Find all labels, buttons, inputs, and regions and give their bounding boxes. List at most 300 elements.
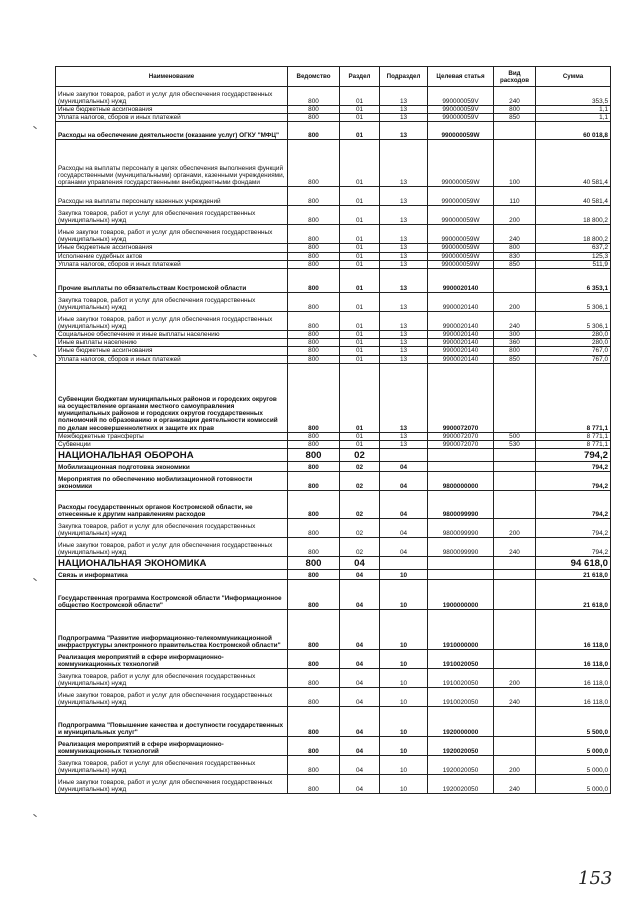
row-target-article: 990000059W [428,122,494,140]
row-department: 800 [288,225,340,244]
row-subsection: 13 [380,225,428,244]
row-subsection: 13 [380,432,428,440]
row-target-article: 1910000000 [428,610,494,650]
row-subsection [380,557,428,570]
column-header-subsection: Подраздел [380,67,428,87]
row-expense-type: 360 [494,339,536,347]
table-row [56,570,611,580]
row-target-article: 990000059W [428,244,494,252]
row-name: Расходы на выплаты персоналу казенных учреждений [56,187,288,206]
table-row [56,462,611,472]
row-target-article: 9900020140 [428,355,494,363]
table-row [56,472,611,491]
row-amount: 5 500,0 [536,707,611,737]
row-name: Закупка товаров, работ и услуг для обеспечения государственных (муниципальных) нужд [56,669,288,688]
row-name: Иные закупки товаров, работ и услуг для обеспечения государственных (муниципальных) нужд [56,312,288,331]
row-section: 02 [340,462,380,472]
row-subsection: 13 [380,347,428,355]
row-expense-type: 200 [494,519,536,538]
row-department: 800 [288,462,340,472]
row-expense-type [494,122,536,140]
row-expense-type: 200 [494,669,536,688]
row-department: 800 [288,472,340,491]
row-subsection: 13 [380,87,428,106]
row-target-article [428,557,494,570]
table-row [56,737,611,756]
row-target-article: 990000059V [428,87,494,106]
row-subsection: 13 [380,114,428,122]
row-section: 01 [340,106,380,114]
row-amount: 16 118,0 [536,669,611,688]
row-subsection: 13 [380,331,428,339]
table-row [56,293,611,312]
page-number: 153 [578,868,613,889]
column-header-expense-type: Вид расходов [494,67,536,87]
row-amount: 280,0 [536,331,611,339]
table-row [56,114,611,122]
row-name: Уплата налогов, сборов и иных платежей [56,114,288,122]
row-section: 04 [340,737,380,756]
row-expense-type: 240 [494,312,536,331]
row-amount: 353,5 [536,87,611,106]
row-target-article: 990000059V [428,106,494,114]
row-section: 04 [340,570,380,580]
row-section: 01 [340,244,380,252]
row-name: Закупка товаров, работ и услуг для обеспечения государственных (муниципальных) нужд [56,519,288,538]
row-section: 01 [340,87,380,106]
row-amount: 5 000,0 [536,737,611,756]
row-subsection: 10 [380,570,428,580]
row-target-article: 9900020140 [428,347,494,355]
row-expense-type [494,570,536,580]
row-expense-type [494,269,536,293]
row-expense-type: 850 [494,260,536,268]
table-row [56,331,611,339]
column-header-amount: Сумма [536,67,611,87]
row-target-article [428,570,494,580]
row-department: 800 [288,331,340,339]
row-amount: 794,2 [536,538,611,557]
row-name: Иные бюджетные ассигнования [56,347,288,355]
budget-table-sheet [55,66,610,794]
row-expense-type: 500 [494,432,536,440]
row-section: 01 [340,114,380,122]
row-amount: 1,1 [536,114,611,122]
row-name: Иные закупки товаров, работ и услуг для обеспечения государственных (муниципальных) нужд [56,775,288,794]
row-expense-type [494,650,536,669]
row-section: 01 [340,355,380,363]
table-row [56,441,611,449]
row-section: 01 [340,260,380,268]
row-amount: 794,2 [536,491,611,519]
row-section: 01 [340,331,380,339]
row-amount: 794,2 [536,462,611,472]
row-name: Прочие выплаты по обязательствам Костромской области [56,269,288,293]
row-department: 800 [288,206,340,225]
row-subsection: 13 [380,122,428,140]
row-department: 800 [288,106,340,114]
row-name: НАЦИОНАЛЬНАЯ ЭКОНОМИКА [56,557,288,570]
table-row [56,650,611,669]
row-department: 800 [288,669,340,688]
row-section: 04 [340,650,380,669]
row-section: 04 [340,610,380,650]
row-expense-type: 850 [494,114,536,122]
row-amount: 5 000,0 [536,775,611,794]
row-department: 800 [288,491,340,519]
row-expense-type: 240 [494,225,536,244]
row-name: Расходы на обеспечение деятельности (оказание услуг) ОГКУ "МФЦ" [56,122,288,140]
row-subsection: 10 [380,737,428,756]
row-department: 800 [288,688,340,707]
row-department: 800 [288,312,340,331]
row-amount: 16 118,0 [536,650,611,669]
row-section: 01 [340,363,380,432]
row-target-article: 9900020140 [428,331,494,339]
table-row [56,225,611,244]
table-row [56,538,611,557]
row-department: 800 [288,538,340,557]
row-amount: 794,2 [536,449,611,462]
row-expense-type: 240 [494,775,536,794]
row-subsection: 10 [380,669,428,688]
row-name: Связь и информатика [56,570,288,580]
table-row [56,260,611,268]
row-name: Уплата налогов, сборов и иных платежей [56,355,288,363]
row-subsection: 10 [380,580,428,610]
table-row [56,557,611,570]
row-amount: 8 771,1 [536,363,611,432]
row-target-article: 1910020050 [428,650,494,669]
row-target-article: 9800099990 [428,538,494,557]
row-subsection: 13 [380,441,428,449]
row-department: 800 [288,557,340,570]
row-target-article: 9900020140 [428,339,494,347]
row-section: 01 [340,293,380,312]
row-target-article: 990000059W [428,225,494,244]
row-subsection: 13 [380,252,428,260]
row-expense-type [494,462,536,472]
column-header-target-article: Целевая статья [428,67,494,87]
row-subsection: 04 [380,462,428,472]
row-target-article: 990000059V [428,114,494,122]
table-row [56,244,611,252]
table-row [56,187,611,206]
row-target-article: 9800000000 [428,472,494,491]
row-amount: 280,0 [536,339,611,347]
row-target-article: 9900020140 [428,269,494,293]
row-section: 04 [340,688,380,707]
row-department: 800 [288,737,340,756]
row-amount: 40 581,4 [536,187,611,206]
row-amount: 1,1 [536,106,611,114]
row-amount: 8 771,1 [536,441,611,449]
row-name: Иные закупки товаров, работ и услуг для обеспечения государственных (муниципальных) нужд [56,538,288,557]
row-department: 800 [288,363,340,432]
row-target-article: 9900072070 [428,432,494,440]
row-section: 02 [340,491,380,519]
row-expense-type: 800 [494,347,536,355]
row-department: 800 [288,707,340,737]
margin-mark [33,126,37,129]
table-row [56,775,611,794]
row-section: 04 [340,669,380,688]
row-subsection: 10 [380,756,428,775]
row-name: Подпрограмма "Повышение качества и доступности государственных и муниципальных услуг" [56,707,288,737]
row-expense-type [494,737,536,756]
row-subsection: 04 [380,519,428,538]
table-row [56,519,611,538]
row-subsection: 04 [380,538,428,557]
row-department: 800 [288,122,340,140]
row-department: 800 [288,650,340,669]
row-amount: 18 800,2 [536,206,611,225]
row-section: 02 [340,519,380,538]
row-department: 800 [288,244,340,252]
row-section: 01 [340,339,380,347]
row-name: Иные бюджетные ассигнования [56,106,288,114]
row-subsection: 13 [380,206,428,225]
table-header-row [56,67,611,87]
row-target-article [428,462,494,472]
table-row [56,140,611,187]
row-expense-type: 100 [494,140,536,187]
row-name: Иные закупки товаров, работ и услуг для обеспечения государственных (муниципальных) нужд [56,225,288,244]
row-expense-type [494,610,536,650]
row-section: 04 [340,557,380,570]
row-name: Реализация мероприятий в сфере информационно-коммуникационных технологий [56,737,288,756]
row-amount: 511,9 [536,260,611,268]
row-subsection: 10 [380,775,428,794]
row-amount: 94 618,0 [536,557,611,570]
row-amount: 5 306,1 [536,312,611,331]
row-section: 01 [340,269,380,293]
row-expense-type [494,491,536,519]
row-amount: 8 771,1 [536,432,611,440]
column-header-department: Ведомство [288,67,340,87]
row-department: 800 [288,355,340,363]
budget-table [55,66,611,794]
row-name: Государственная программа Костромской области "Информационное общество Костромской области" [56,580,288,610]
table-row [56,688,611,707]
row-target-article: 9900072070 [428,441,494,449]
row-section: 02 [340,449,380,462]
row-department: 800 [288,114,340,122]
row-subsection: 13 [380,312,428,331]
row-department: 800 [288,87,340,106]
row-name: Закупка товаров, работ и услуг для обеспечения государственных (муниципальных) нужд [56,293,288,312]
row-target-article: 1920020050 [428,737,494,756]
row-department: 800 [288,269,340,293]
row-section: 01 [340,206,380,225]
table-row [56,580,611,610]
row-department: 800 [288,610,340,650]
row-amount: 16 118,0 [536,610,611,650]
row-expense-type [494,557,536,570]
row-department: 800 [288,580,340,610]
row-name: Межбюджетные трансферты [56,432,288,440]
row-target-article: 1920020050 [428,775,494,794]
row-target-article: 9800099990 [428,519,494,538]
table-body [56,87,611,794]
row-department: 800 [288,187,340,206]
row-target-article: 1900000000 [428,580,494,610]
row-name: Мобилизационная подготовка экономики [56,462,288,472]
row-name: Иные закупки товаров, работ и услуг для обеспечения государственных (муниципальных) нужд [56,688,288,707]
row-department: 800 [288,449,340,462]
row-amount: 60 018,8 [536,122,611,140]
table-row [56,252,611,260]
column-header-section: Раздел [340,67,380,87]
table-row [56,206,611,225]
row-target-article [428,449,494,462]
row-subsection: 13 [380,363,428,432]
row-expense-type: 110 [494,187,536,206]
table-row [56,707,611,737]
row-expense-type: 240 [494,688,536,707]
table-row [56,122,611,140]
row-target-article: 990000059W [428,252,494,260]
row-expense-type: 200 [494,293,536,312]
row-expense-type [494,472,536,491]
row-expense-type: 300 [494,331,536,339]
table-row [56,355,611,363]
row-department: 800 [288,347,340,355]
row-expense-type [494,580,536,610]
margin-mark [33,578,37,581]
row-expense-type: 200 [494,756,536,775]
row-section: 01 [340,225,380,244]
row-name: Реализация мероприятий в сфере информационно-коммуникационных технологий [56,650,288,669]
row-subsection: 13 [380,140,428,187]
row-amount: 21 618,0 [536,580,611,610]
row-section: 01 [340,252,380,260]
table-row [56,312,611,331]
row-section: 01 [340,187,380,206]
table-row [56,347,611,355]
row-department: 800 [288,339,340,347]
margin-mark [33,814,37,817]
row-subsection: 04 [380,472,428,491]
table-row [56,610,611,650]
row-target-article: 9900020140 [428,312,494,331]
row-amount: 794,2 [536,519,611,538]
row-name: НАЦИОНАЛЬНАЯ ОБОРОНА [56,449,288,462]
row-amount: 18 800,2 [536,225,611,244]
row-expense-type: 830 [494,252,536,260]
row-amount: 16 118,0 [536,688,611,707]
row-name: Субвенции бюджетам муниципальных районов и городских округов на осуществление органами местного самоуправления муниципальных районов и городских округов государственных полномочий по образованию и организации деятельности комиссий по делам несовершеннолетних и защите их прав [56,363,288,432]
row-section: 01 [340,122,380,140]
row-subsection: 13 [380,339,428,347]
row-target-article: 9800099990 [428,491,494,519]
row-subsection: 13 [380,269,428,293]
row-subsection: 10 [380,610,428,650]
row-department: 800 [288,519,340,538]
row-section: 01 [340,441,380,449]
table-row [56,339,611,347]
table-row [56,491,611,519]
row-name: Закупка товаров, работ и услуг для обеспечения государственных (муниципальных) нужд [56,206,288,225]
row-subsection: 13 [380,293,428,312]
table-row [56,449,611,462]
row-amount: 794,2 [536,472,611,491]
row-section: 04 [340,580,380,610]
row-expense-type: 800 [494,106,536,114]
row-amount: 40 581,4 [536,140,611,187]
row-name: Иные выплаты населению [56,339,288,347]
row-target-article: 1920020050 [428,756,494,775]
row-department: 800 [288,140,340,187]
row-name: Субвенции [56,441,288,449]
row-subsection: 13 [380,355,428,363]
row-section: 01 [340,140,380,187]
row-subsection: 13 [380,244,428,252]
row-target-article: 1910020050 [428,669,494,688]
row-subsection: 13 [380,187,428,206]
row-section: 01 [340,432,380,440]
row-target-article: 990000059W [428,206,494,225]
row-section: 04 [340,707,380,737]
row-target-article: 990000059W [428,140,494,187]
row-department: 800 [288,441,340,449]
row-expense-type [494,707,536,737]
row-section: 01 [340,312,380,331]
table-row [56,432,611,440]
row-name: Уплата налогов, сборов и иных платежей [56,260,288,268]
row-subsection: 10 [380,707,428,737]
row-name: Расходы на выплаты персоналу в целях обеспечения выполнения функций государственными (муниципальными) органами, казенными учреждениями, органами управления государственными внебюджетными фондами [56,140,288,187]
row-expense-type: 200 [494,206,536,225]
column-header-name: Наименование [56,67,288,87]
row-section: 04 [340,756,380,775]
row-expense-type [494,449,536,462]
row-name: Мероприятия по обеспечению мобилизационной готовности экономики [56,472,288,491]
table-row [56,106,611,114]
table-row [56,669,611,688]
table-row [56,269,611,293]
row-target-article: 990000059W [428,187,494,206]
row-expense-type: 240 [494,538,536,557]
row-target-article: 9900072070 [428,363,494,432]
row-target-article: 1910020050 [428,688,494,707]
row-section: 01 [340,347,380,355]
row-amount: 6 353,1 [536,269,611,293]
row-department: 800 [288,756,340,775]
row-section: 02 [340,472,380,491]
row-subsection: 10 [380,688,428,707]
row-section: 02 [340,538,380,557]
row-name: Социальное обеспечение и иные выплаты населению [56,331,288,339]
row-amount: 767,0 [536,347,611,355]
row-target-article: 9900020140 [428,293,494,312]
row-subsection [380,449,428,462]
row-department: 800 [288,432,340,440]
row-name: Исполнение судебных актов [56,252,288,260]
row-department: 800 [288,252,340,260]
row-target-article: 990000059W [428,260,494,268]
row-expense-type: 530 [494,441,536,449]
row-amount: 21 618,0 [536,570,611,580]
row-subsection: 10 [380,650,428,669]
row-expense-type: 850 [494,355,536,363]
row-name: Иные закупки товаров, работ и услуг для обеспечения государственных (муниципальных) нужд [56,87,288,106]
table-row [56,756,611,775]
row-expense-type: 240 [494,87,536,106]
margin-mark [33,354,37,357]
row-amount: 125,3 [536,252,611,260]
row-name: Иные бюджетные ассигнования [56,244,288,252]
